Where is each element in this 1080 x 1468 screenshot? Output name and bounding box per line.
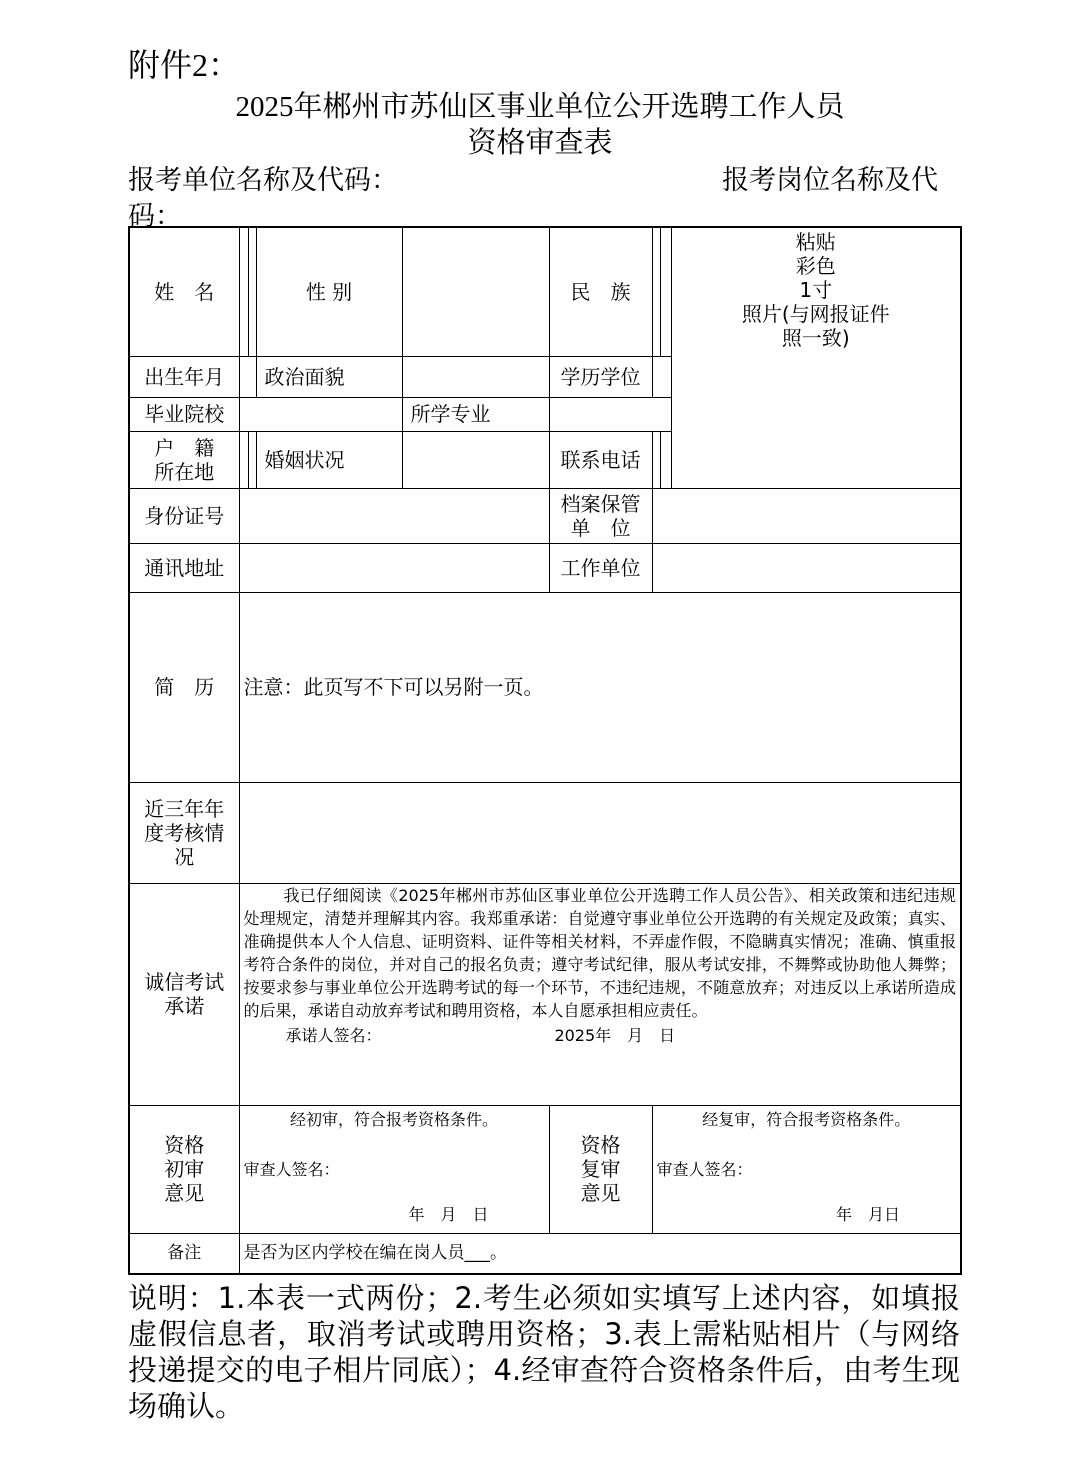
first-review-label xyxy=(129,1105,239,1233)
gender-label: 性 别 xyxy=(256,227,402,356)
apply-post-label: 报考岗位名称及代 xyxy=(722,165,938,196)
education-degree-label: 学历学位 xyxy=(549,356,652,397)
name-label: 姓 名 xyxy=(129,227,239,356)
photo-line: 照一致) xyxy=(781,326,850,350)
resume-label: 简 历 xyxy=(129,592,239,782)
name-value-extra[interactable] xyxy=(248,227,256,356)
remarks-label: 备注 xyxy=(129,1233,239,1274)
second-review-date: 年 月日 xyxy=(835,1205,900,1225)
gender-value[interactable] xyxy=(402,227,549,356)
resume-value[interactable] xyxy=(239,592,961,782)
pledge-signature-label: 承诺人签名： xyxy=(285,1025,382,1045)
workplace-label: 工作单位 xyxy=(549,543,652,592)
major-label: 所学专业 xyxy=(402,397,549,431)
political-status-value[interactable] xyxy=(402,356,549,397)
archive-unit-value[interactable] xyxy=(652,488,961,543)
resume-note: 注意：此页写不下可以另附一页。 xyxy=(243,675,544,699)
second-reviewer-signature-label: 审查人签名： xyxy=(656,1159,753,1179)
form-title: 2025年郴州市苏仙区事业单位公开选聘工作人员 xyxy=(235,91,845,123)
form-subtitle: 资格审查表 xyxy=(467,127,613,159)
id-number-label: 身份证号 xyxy=(129,488,239,543)
second-review-label-line: 意见 xyxy=(580,1181,621,1205)
apply-unit-label: 报考单位名称及代码： xyxy=(128,165,398,196)
political-status-label: 政治面貌 xyxy=(256,356,402,397)
graduate-school-value[interactable] xyxy=(239,397,402,431)
second-review-opinion[interactable] xyxy=(652,1105,961,1233)
marital-status-value[interactable] xyxy=(402,431,549,488)
id-number-value[interactable] xyxy=(239,488,549,543)
photo-line: 1寸 xyxy=(799,278,833,302)
photo-line: 彩色 xyxy=(795,254,836,278)
address-value[interactable] xyxy=(239,543,549,592)
remarks-value[interactable] xyxy=(239,1233,961,1274)
archive-label-line: 档案保管 xyxy=(560,491,641,516)
photo-area[interactable] xyxy=(671,227,961,488)
archive-unit-label xyxy=(549,488,652,543)
phone-value-extra[interactable] xyxy=(660,431,671,488)
education-degree-value[interactable] xyxy=(652,356,671,397)
qualification-form-table xyxy=(128,226,962,1275)
household-label xyxy=(129,431,239,488)
first-review-label-line: 资格 xyxy=(164,1133,205,1157)
pledge-date: 2025年 月 日 xyxy=(554,1025,676,1045)
photo-line: 粘贴 xyxy=(795,230,836,254)
photo-line: 照片(与网报证件 xyxy=(741,302,890,326)
household-value-extra[interactable] xyxy=(248,431,256,488)
workplace-value[interactable] xyxy=(652,543,961,592)
first-reviewer-signature-label: 审查人签名： xyxy=(243,1159,340,1179)
appraisal-label-line: 近三年年 xyxy=(144,796,225,821)
integrity-pledge-label xyxy=(129,883,239,1105)
apply-post-label-continued: 码： xyxy=(128,201,182,232)
graduate-school-label: 毕业院校 xyxy=(129,397,239,431)
integrity-pledge-content xyxy=(239,883,961,1105)
marital-status-label: 婚姻状况 xyxy=(256,431,402,488)
archive-label-line: 单 位 xyxy=(570,515,631,540)
household-label-line: 户 籍 xyxy=(154,435,215,460)
pledge-text: 我已仔细阅读《2025年郴州市苏仙区事业单位公开选聘工作人员公告》、相关政策和违纪违规处理规定，清楚并理解其内容。我郑重承诺：自觉遵守事业单位公开选聘的有关规定及政策；真实、准确提供本人个人信息、证明资料、证件等相关材料，不弄虚作假，不隐瞒真实情况；准确、慎重报考符合条件的岗位，并对自己的报名负责；遵守考试纪律，服从考试安排，不舞弊或协助他人舞弊；按要求参与事业单位公开选聘考试的每一个环节，不违纪违规，不随意放弃；对违反以上承诺所造成的后果，承诺自动放弃考试和聘用资格，本人自愿承担相应责任。 xyxy=(243,885,956,1020)
appraisal-value[interactable] xyxy=(239,782,961,883)
address-label: 通讯地址 xyxy=(129,543,239,592)
first-review-text: 经初审，符合报考资格条件。 xyxy=(289,1109,498,1129)
ethnicity-label: 民 族 xyxy=(549,227,652,356)
appraisal-label-line: 度考核情 xyxy=(144,820,225,845)
remarks-text: 是否为区内学校在编在岗人员___。 xyxy=(243,1243,507,1264)
appraisal-label xyxy=(129,782,239,883)
name-value[interactable] xyxy=(239,227,248,356)
ethnicity-value-extra[interactable] xyxy=(660,227,671,356)
first-review-date: 年 月 日 xyxy=(408,1205,489,1225)
footnote: 说明：1.本表一式两份；2.考生必须如实填写上述内容，如填报虚假信息者，取消考试或聘用资格；3.表上需粘贴相片（与网络投递提交的电子相片同底）；4.经审查符合资格条件后，由考生现场确认。 xyxy=(128,1281,960,1423)
household-value[interactable] xyxy=(239,431,248,488)
second-review-text: 经复审，符合报考资格条件。 xyxy=(702,1109,911,1129)
household-label-line: 所在地 xyxy=(154,459,215,484)
appraisal-label-line: 况 xyxy=(174,844,195,869)
first-review-opinion[interactable] xyxy=(239,1105,549,1233)
major-value[interactable] xyxy=(549,397,671,431)
second-review-label xyxy=(549,1105,652,1233)
phone-value[interactable] xyxy=(652,431,660,488)
birth-label: 出生年月 xyxy=(129,356,239,397)
pledge-signature-line[interactable] xyxy=(244,1024,957,1047)
integrity-label-line: 诚信考试 xyxy=(144,970,225,994)
first-review-label-line: 初审 xyxy=(164,1157,205,1181)
birth-value[interactable] xyxy=(239,356,256,397)
second-review-label-line: 复审 xyxy=(580,1157,621,1181)
integrity-label-line: 承诺 xyxy=(164,994,205,1018)
ethnicity-value[interactable] xyxy=(652,227,660,356)
first-review-label-line: 意见 xyxy=(164,1181,205,1205)
second-review-label-line: 资格 xyxy=(580,1133,621,1157)
annex-label: 附件2： xyxy=(128,47,241,83)
phone-label: 联系电话 xyxy=(549,431,652,488)
